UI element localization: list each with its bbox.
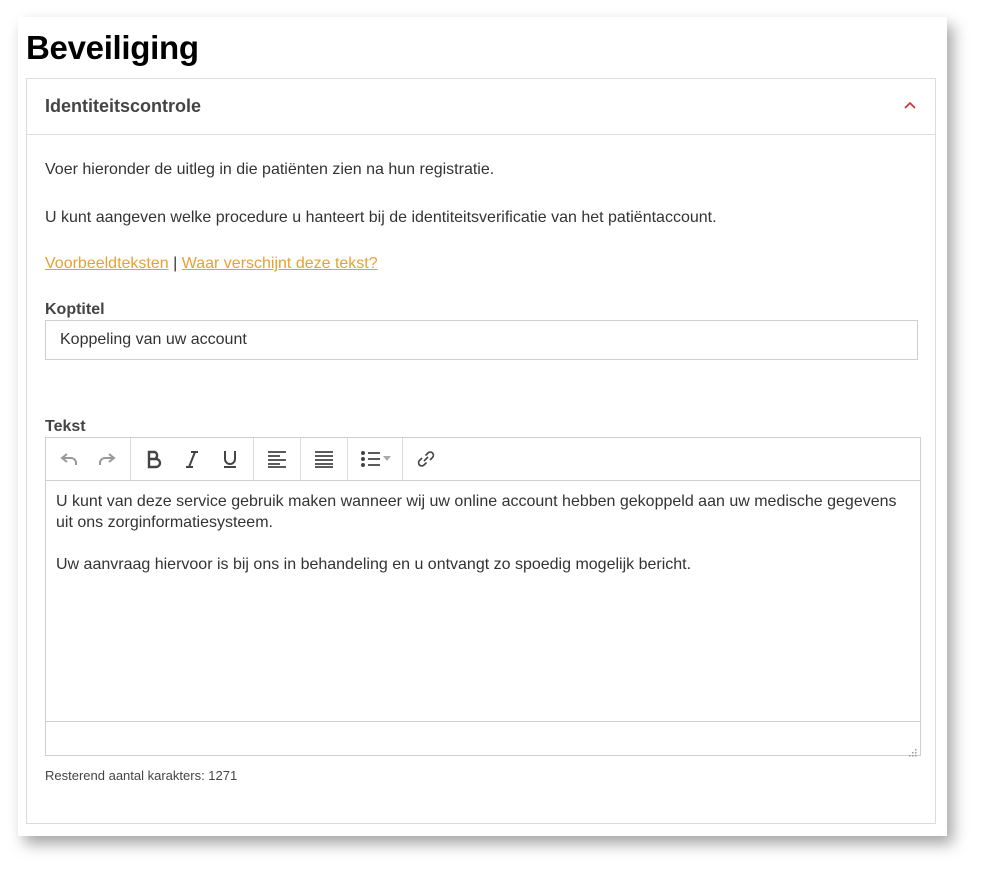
format-group bbox=[131, 438, 254, 480]
where-text-appears-link[interactable]: Waar verschijnt deze tekst? bbox=[181, 255, 378, 272]
character-counter: Resterend aantal karakters: 1271 bbox=[45, 768, 238, 783]
rich-text-editor bbox=[45, 437, 921, 756]
justify-icon[interactable] bbox=[305, 438, 343, 480]
editor-paragraph: U kunt van deze service gebruik maken wanneer wij uw online account hebben gekoppeld aan uw medische gegevens uit ons zorginformatiesysteem. bbox=[56, 493, 897, 531]
underline-icon[interactable] bbox=[211, 438, 249, 480]
justify-group bbox=[301, 438, 348, 480]
link-icon[interactable] bbox=[407, 438, 445, 480]
link-group bbox=[403, 438, 449, 480]
example-texts-link[interactable]: Voorbeeldteksten bbox=[45, 255, 169, 272]
italic-icon[interactable] bbox=[173, 438, 211, 480]
card-title: Identiteitscontrole bbox=[45, 96, 202, 116]
history-group bbox=[46, 438, 131, 480]
page-title: Beveiliging bbox=[26, 29, 199, 66]
list-group bbox=[348, 438, 403, 480]
bold-icon[interactable] bbox=[135, 438, 173, 480]
identity-card bbox=[26, 78, 936, 824]
link-separator: | bbox=[173, 255, 178, 272]
dropdown-caret-icon[interactable] bbox=[382, 450, 392, 468]
chevron-up-icon[interactable] bbox=[903, 98, 917, 112]
align-left-icon[interactable] bbox=[258, 438, 296, 480]
tekst-label: Tekst bbox=[45, 418, 86, 435]
card-header[interactable] bbox=[27, 79, 935, 135]
intro-text-2: U kunt aangeven welke procedure u hanteert bij de identiteitsverificatie van het patiëntaccount. bbox=[45, 209, 717, 226]
align-left-group bbox=[254, 438, 301, 480]
main-panel bbox=[18, 17, 947, 836]
undo-icon[interactable] bbox=[50, 438, 88, 480]
resize-handle-icon[interactable] bbox=[907, 744, 917, 754]
intro-text: Voer hieronder de uitleg in die patiënten zien na hun registratie. bbox=[45, 161, 495, 178]
editor-paragraph: Uw aanvraag hiervoor is bij ons in behandeling en u ontvangt zo spoedig mogelijk bericht. bbox=[56, 556, 692, 573]
koptitel-input[interactable] bbox=[45, 320, 918, 360]
editor-statusbar bbox=[46, 721, 920, 757]
editor-toolbar bbox=[46, 438, 920, 481]
koptitel-label: Koptitel bbox=[45, 301, 105, 318]
redo-icon[interactable] bbox=[88, 438, 126, 480]
editor-content[interactable] bbox=[46, 481, 920, 721]
help-links bbox=[45, 255, 378, 273]
